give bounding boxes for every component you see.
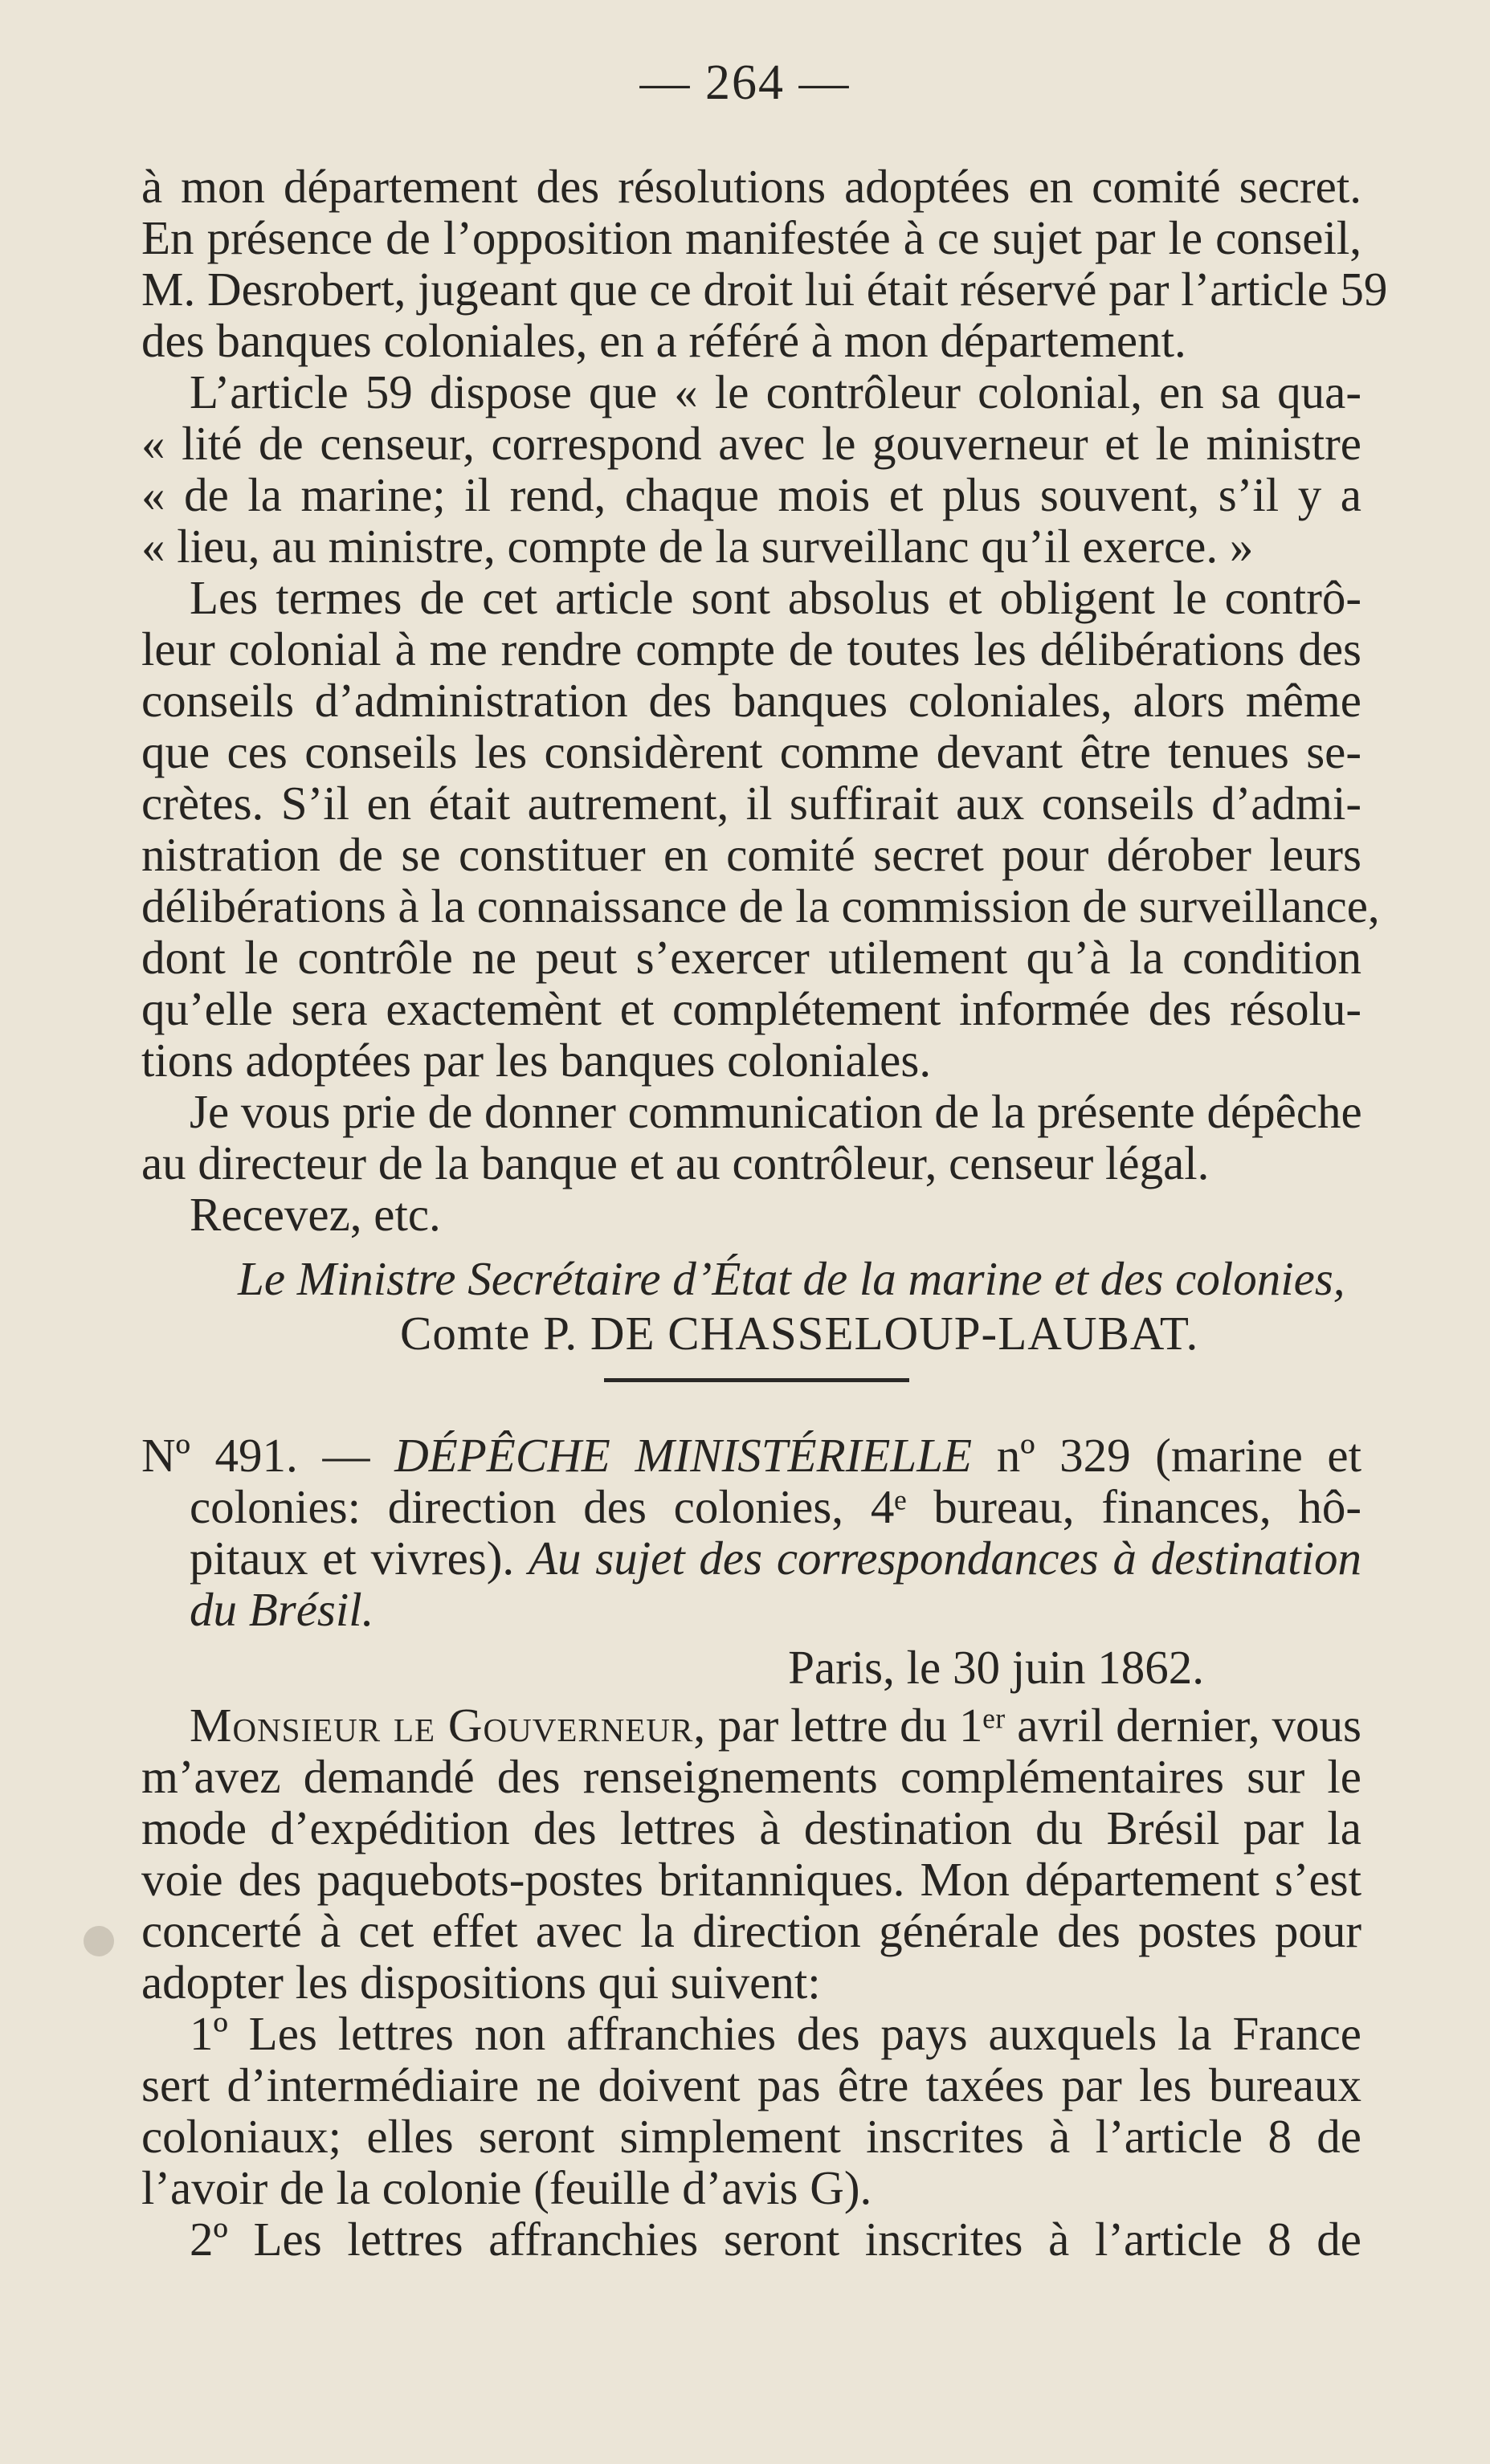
text-line: qu’elle sera exactemènt et complétement informée des résolu- (141, 982, 1361, 1035)
list-item-line: l’avoir de la colonie (feuille d’avis G). (141, 2161, 872, 2214)
list-item-line: 1º Les lettres non affranchies des pays auxquels la France (190, 2007, 1361, 2060)
list-item-line: coloniaux; elles seront simplement inscrites à l’article 8 de (141, 2110, 1361, 2163)
document-type: DÉPÊCHE MINISTÉRIELLE (394, 1429, 973, 1482)
text-line: conseils d’administration des banques coloniales, alors même (141, 674, 1361, 727)
text-line: « de la marine; il rend, chaque mois et plus souvent, s’il y a (141, 468, 1361, 521)
text-line: M. Desrobert, jugeant que ce droit lui était réservé par l’article 59 (141, 263, 1388, 316)
text-line: Les termes de cet article sont absolus et obligent le contrô- (190, 571, 1361, 624)
entry-subject: Au sujet des correspondances à destination (528, 1532, 1361, 1585)
entry-heading-line (190, 1532, 1361, 1584)
text-line: délibérations à la connaissance de la commission de surveillance, (141, 879, 1380, 932)
dateline: Paris, le 30 juin 1862. (788, 1641, 1204, 1694)
text-line: des banques coloniales, en a référé à mon département. (141, 314, 1186, 367)
entry-number: Nº 491. — (141, 1429, 395, 1482)
text-line: « lieu, au ministre, compte de la surveillanc qu’il exerce. » (141, 520, 1254, 573)
text-line: « lité de censeur, correspond avec le gouverneur et le ministre (141, 417, 1361, 470)
signature-name: Comte P. DE CHASSELOUP-LAUBAT. (400, 1307, 1199, 1360)
text-line: L’article 59 dispose que « le contrôleur colonial, en sa qua- (190, 365, 1361, 418)
closing-formula: Recevez, etc. (190, 1188, 441, 1241)
list-item-line: sert d’intermédiaire ne doivent pas être taxées par les bureaux (141, 2058, 1361, 2111)
entry-heading-line: colonies: direction des colonies, 4ᵉ bureau, finances, hô- (190, 1480, 1361, 1533)
list-item-line: 2º Les lettres affranchies seront inscrites à l’article 8 de (190, 2213, 1361, 2266)
salutation: Monsieur le Gouverneur, (190, 1699, 707, 1752)
text-line: au directeur de la banque et au contrôleur, censeur légal. (141, 1136, 1210, 1189)
text-line: concerté à cet effet avec la direction générale des postes pour (141, 1904, 1361, 1957)
text-line: adopter les dispositions qui suivent: (141, 1956, 821, 2009)
entry-heading-text: pitaux et vivres). (190, 1532, 529, 1585)
text-line: voie des paquebots-postes britanniques. Mon département s’est (141, 1853, 1361, 1906)
signature-title: Le Ministre Secrétaire d’État de la marine et des colonies, (238, 1252, 1345, 1305)
text-line: En présence de l’opposition manifestée à ce sujet par le conseil, (141, 211, 1361, 264)
entry-subject-end: du Brésil. (190, 1583, 374, 1636)
text-line: Je vous prie de donner communication de la présente dépêche (190, 1085, 1362, 1138)
text-line: à mon département des résolutions adoptées en comité secret. (141, 160, 1361, 213)
text-line: crètes. S’il en était autrement, il suffirait aux conseils d’admi- (141, 777, 1361, 830)
text-line (190, 1699, 1361, 1751)
text-line: nistration de se constituer en comité secret pour dérober leurs (141, 828, 1361, 881)
entry-heading-line (141, 1430, 1361, 1481)
section-divider (604, 1378, 909, 1382)
text-line: leur colonial à me rendre compte de toutes les délibérations des (141, 622, 1361, 675)
text-line: tions adoptées par les banques coloniales. (141, 1034, 932, 1087)
text-line: dont le contrôle ne peut s’exercer utilement qu’à la condition (141, 931, 1361, 984)
entry-heading-rest: nº 329 (marine et (972, 1429, 1361, 1482)
paper-stain (84, 1926, 114, 1956)
page-number-header: — 264 — (639, 55, 851, 110)
text-line: que ces conseils les considèrent comme devant être tenues se- (141, 725, 1361, 778)
text-line: m’avez demandé des renseignements complémentaires sur le (141, 1750, 1361, 1803)
text-line: mode d’expédition des lettres à destination du Brésil par la (141, 1801, 1361, 1854)
salutation-continuation: par lettre du 1ᵉʳ avril dernier, vous (706, 1699, 1361, 1752)
